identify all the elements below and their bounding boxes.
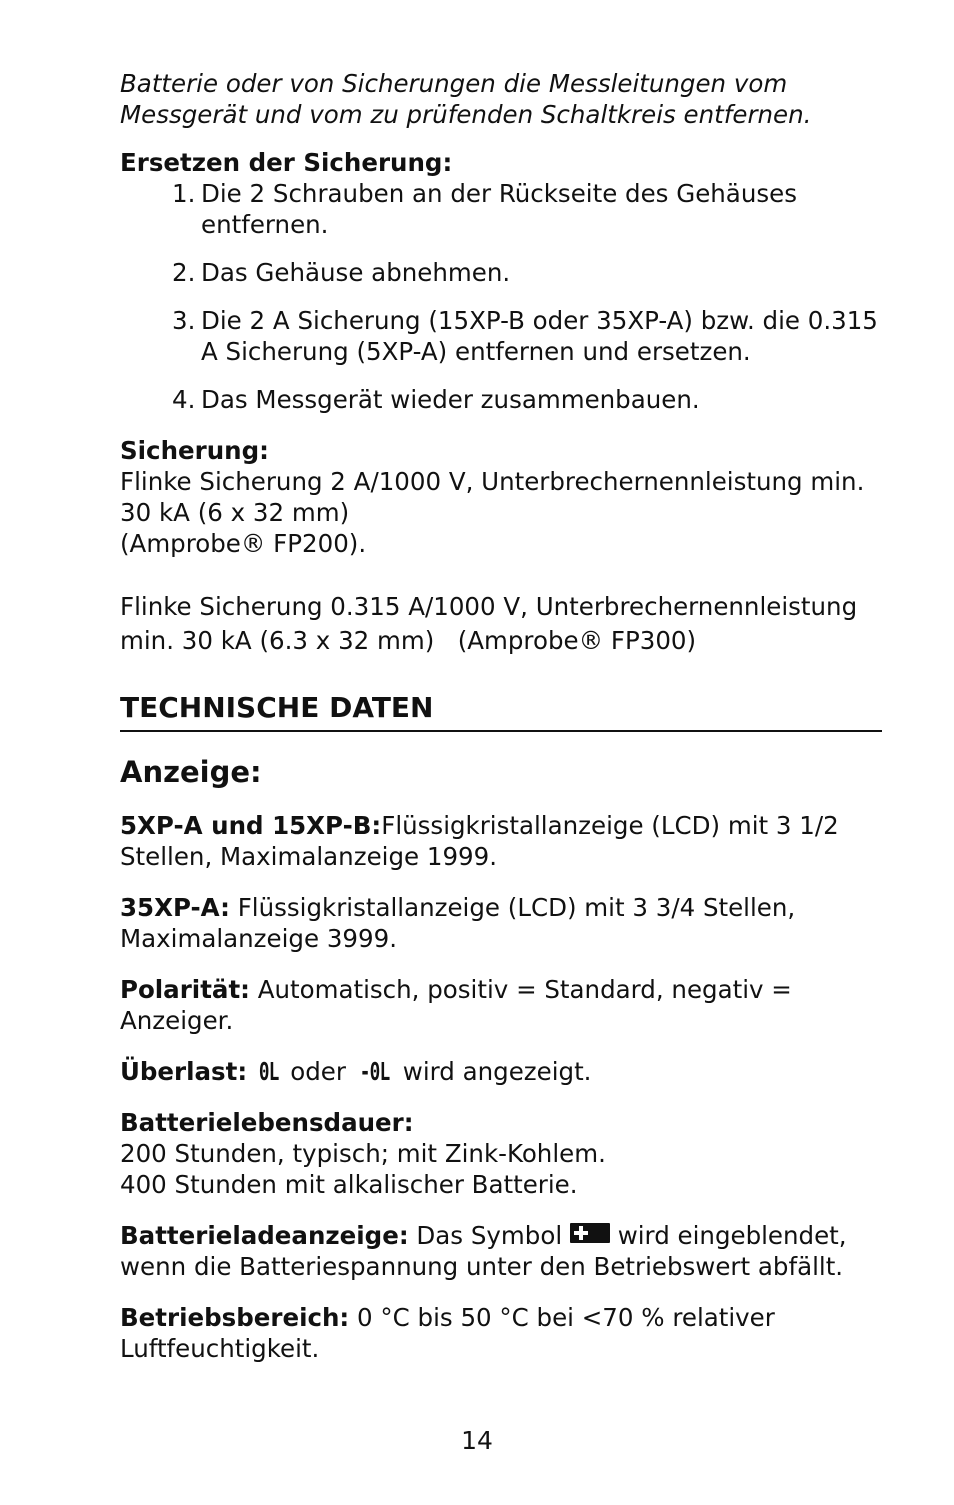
intro-paragraph: Batterie oder von Sicherungen die Messleitungen vom Messgerät und vom zu prüfenden Schaltkreis entfernen. bbox=[120, 69, 812, 129]
spec-text: 0 °C bis 50 °C bei <70 % relativer Luftfeuchtigkeit. bbox=[120, 1303, 775, 1363]
fuse-line: Flinke Sicherung 0.315 A/1000 V, Unterbrechernennleistung bbox=[120, 592, 858, 621]
step-number: 4. bbox=[172, 385, 196, 414]
spec-label: Betriebsbereich: bbox=[120, 1303, 350, 1332]
battery-icon bbox=[570, 1223, 610, 1243]
spec-text: Flüssigkristallanzeige (LCD) mit 3 3/4 Stellen, Maximalanzeige 3999. bbox=[120, 893, 796, 953]
step-number: 1. bbox=[172, 179, 196, 208]
spec-battery-indicator bbox=[120, 1220, 882, 1282]
step-text: Das Gehäuse abnehmen. bbox=[201, 258, 511, 287]
step-text: Die 2 Schrauben an der Rückseite des Gehäuses entfernen. bbox=[201, 179, 797, 239]
step-text: Das Messgerät wieder zusammenbauen. bbox=[201, 385, 700, 414]
spec-operating-range bbox=[120, 1302, 882, 1364]
fuse-line: Flinke Sicherung 2 A/1000 V, Unterbrechernennleistung min. bbox=[120, 467, 865, 496]
negative-overload-symbol: -0L bbox=[359, 1057, 390, 1086]
spec-label: Batterielebensdauer: bbox=[120, 1108, 414, 1137]
page-content bbox=[120, 68, 882, 1364]
step-number: 3. bbox=[172, 306, 196, 335]
spec-display-5xp bbox=[120, 810, 882, 872]
spec-overload bbox=[120, 1056, 882, 1087]
spec-label: 35XP-A: bbox=[120, 893, 230, 922]
spec-polarity bbox=[120, 974, 882, 1036]
step-item bbox=[120, 257, 882, 288]
step-number: 2. bbox=[172, 258, 196, 287]
spec-text: 400 Stunden mit alkalischer Batterie. bbox=[120, 1170, 578, 1199]
replace-fuse-steps bbox=[120, 178, 882, 415]
spec-display-35xp bbox=[120, 892, 882, 954]
spec-label: 5XP-A und 15XP-B: bbox=[120, 811, 382, 840]
spec-text: Flüssigkristallanzeige (LCD) mit 3 1/2 Stellen, Maximalanzeige 1999. bbox=[120, 811, 839, 871]
fuse-heading: Sicherung: bbox=[120, 436, 269, 465]
step-item bbox=[120, 178, 882, 240]
subsection-title: Anzeige: bbox=[120, 755, 262, 789]
replace-fuse-heading: Ersetzen der Sicherung: bbox=[120, 148, 453, 177]
page-number: 14 bbox=[461, 1426, 493, 1455]
overload-symbol: 0L bbox=[258, 1057, 279, 1086]
spec-text: 200 Stunden, typisch; mit Zink-Kohlem. bbox=[120, 1139, 606, 1168]
step-text: Die 2 A Sicherung (15XP-B oder 35XP-A) bzw. die 0.315 A Sicherung (5XP-A) entfernen und ersetzen. bbox=[201, 306, 878, 366]
section-title: TECHNISCHE DATEN bbox=[120, 691, 882, 732]
spec-text: Das Symbol bbox=[408, 1221, 570, 1250]
spec-text: wird angezeigt. bbox=[395, 1057, 592, 1086]
fuse-line: min. 30 kA (6.3 x 32 mm) (Amprobe® FP300) bbox=[120, 626, 697, 655]
fuse-line: 30 kA (6 x 32 mm) bbox=[120, 498, 350, 527]
spec-label: Batterieladeanzeige: bbox=[120, 1221, 409, 1250]
spec-label: Polarität: bbox=[120, 975, 250, 1004]
step-item bbox=[120, 384, 882, 415]
spec-text: oder bbox=[282, 1057, 354, 1086]
step-item bbox=[120, 305, 882, 367]
spec-text: Automatisch, positiv = Standard, negativ = Anzeiger. bbox=[120, 975, 792, 1035]
spec-label: Überlast: bbox=[120, 1057, 248, 1086]
fuse-line: (Amprobe® FP200). bbox=[120, 529, 367, 558]
spec-text: wird eingeblendet, wenn die Batteriespannung unter den Betriebswert abfällt. bbox=[120, 1221, 847, 1281]
